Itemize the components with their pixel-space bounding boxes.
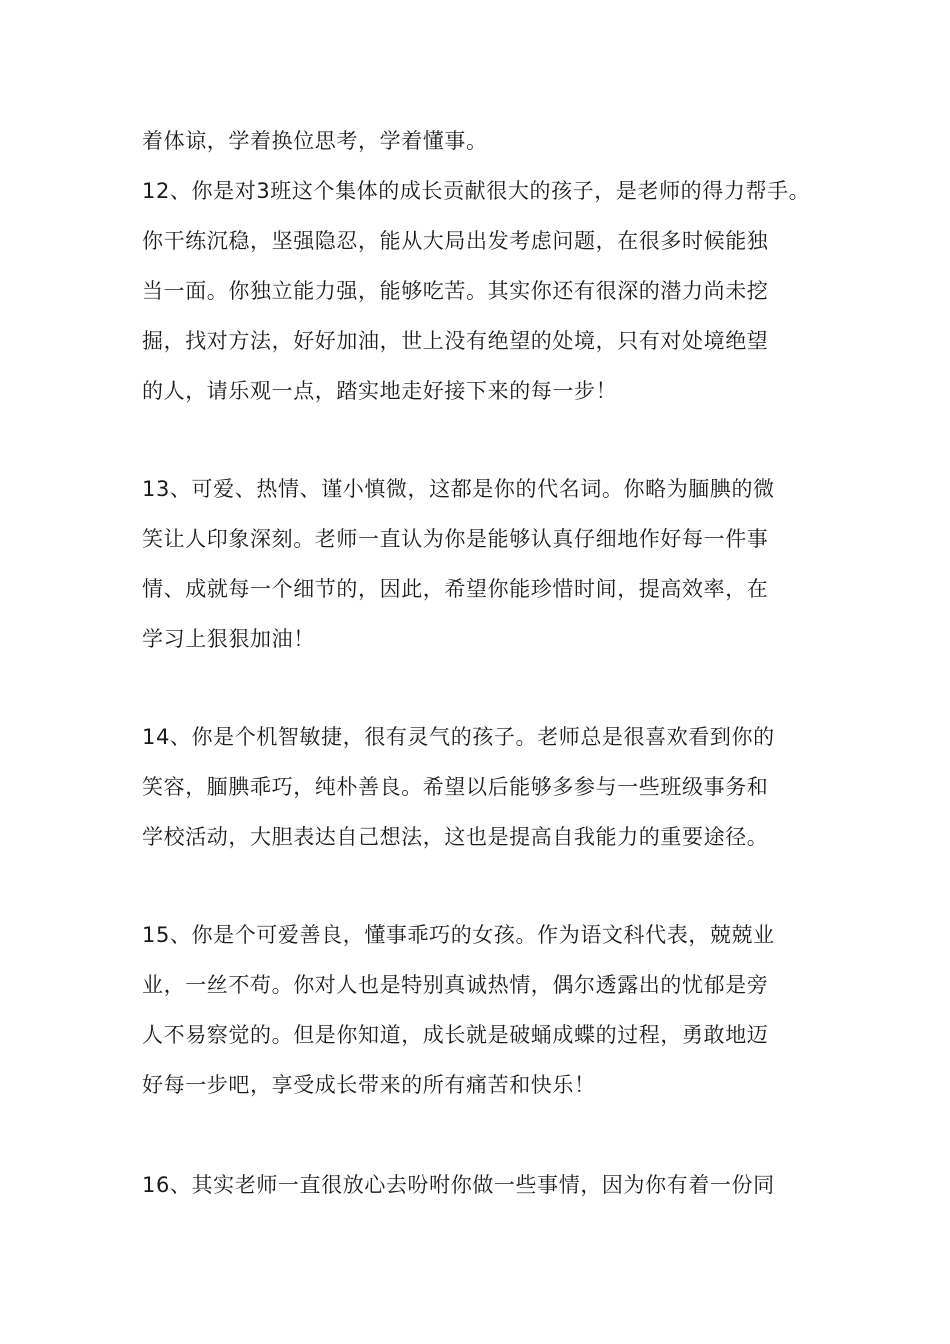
text-line: 16、其实老师一直很放心去吩咐你做一些事情，因为你有着一份同 <box>142 1173 775 1197</box>
text-line: 14、你是个机智敏捷，很有灵气的孩子。老师总是很喜欢看到你的 <box>142 725 775 749</box>
text-line: 学校活动，大胆表达自己想法，这也是提高自我能力的重要途径。 <box>142 825 769 849</box>
text-line: 你干练沉稳，坚强隐忍，能从大局出发考虑问题，在很多时候能独 <box>142 229 769 253</box>
text-line: 笑让人印象深刻。老师一直认为你是能够认真仔细地作好每一件事 <box>142 527 769 551</box>
text-line: 着体谅，学着换位思考，学着懂事。 <box>142 129 488 153</box>
text-line: 好每一步吧，享受成长带来的所有痛苦和快乐！ <box>142 1073 596 1097</box>
text-line: 笑容，腼腆乖巧，纯朴善良。希望以后能够多参与一些班级事务和 <box>142 775 769 799</box>
text-line: 情、成就每一个细节的，因此，希望你能珍惜时间，提高效率，在 <box>142 577 769 601</box>
text-line: 业，一丝不苟。你对人也是特别真诚热情，偶尔透露出的忧郁是旁 <box>142 973 769 997</box>
text-line: 12、你是对3班这个集体的成长贡献很大的孩子，是老师的得力帮手。 <box>142 179 811 203</box>
text-line: 13、可爱、热情、谨小慎微，这都是你的代名词。你略为腼腆的微 <box>142 477 775 501</box>
text-line: 的人，请乐观一点，踏实地走好接下来的每一步！ <box>142 379 618 403</box>
text-line: 掘，找对方法，好好加油，世上没有绝望的处境，只有对处境绝望 <box>142 329 769 353</box>
text-line: 人不易察觉的。但是你知道，成长就是破蛹成蝶的过程，勇敢地迈 <box>142 1023 769 1047</box>
text-line: 学习上狠狠加油！ <box>142 627 315 651</box>
text-line: 15、你是个可爱善良，懂事乖巧的女孩。作为语文科代表，兢兢业 <box>142 923 775 947</box>
text-line: 当一面。你独立能力强，能够吃苦。其实你还有很深的潜力尚未挖 <box>142 279 769 303</box>
